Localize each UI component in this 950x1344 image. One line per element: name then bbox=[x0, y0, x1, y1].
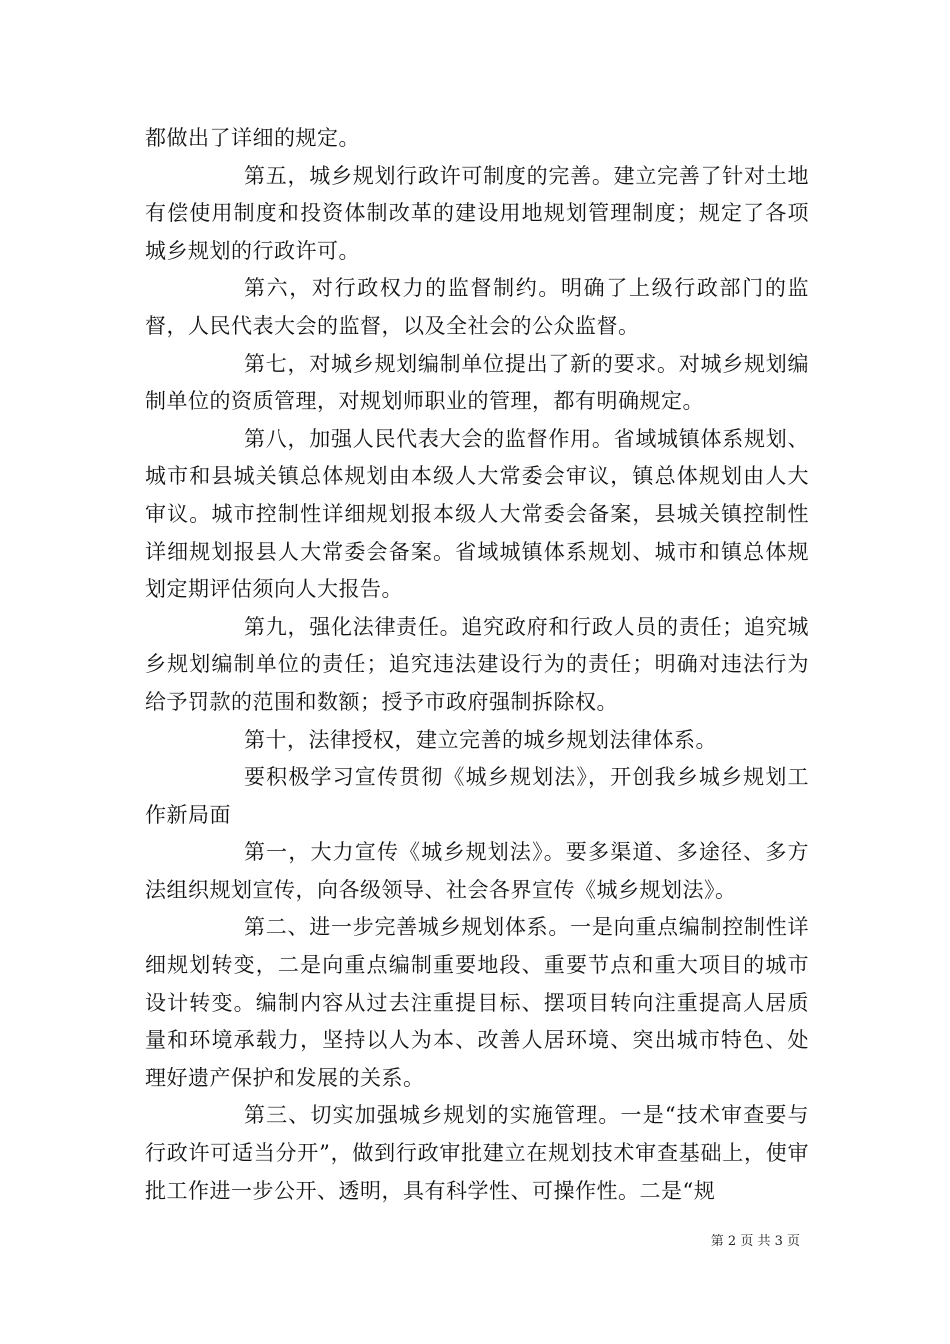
page-number-footer: 第 2 页 共 3 页 bbox=[710, 1234, 800, 1249]
paragraph-item-8: 第八，加强人民代表大会的监督作用。省域城镇体系规划、城市和县城关镇总体规划由本级人大常委会审议，镇总体规划由人大审议。城市控制性详细规划报本级人大常委会备案，县城关镇控制性详细规划报县人大常委会备案。省域城镇体系规划、城市和镇总体规划定期评估须向人大报告。 bbox=[145, 426, 809, 602]
paragraph-action-3: 第三、切实加强城乡规划的实施管理。一是“技术审查要与行政许可适当分开”，做到行政审批建立在规划技术审查基础上，使审批工作进一步公开、透明，具有科学性、可操作性。二是“规 bbox=[145, 1103, 809, 1203]
paragraph-section-heading: 要积极学习宣传贯彻《城乡规划法》，开创我乡城乡规划工作新局面 bbox=[145, 765, 809, 827]
document-body bbox=[145, 120, 809, 1210]
paragraph-action-1: 第一，大力宣传《城乡规划法》。要多渠道、多途径、多方法组织规划宣传，向各级领导、社会各界宣传《城乡规划法》。 bbox=[145, 840, 809, 902]
paragraph-item-5: 第五，城乡规划行政许可制度的完善。建立完善了针对土地有偿使用制度和投资体制改革的建设用地规划管理制度；规定了各项城乡规划的行政许可。 bbox=[145, 163, 809, 263]
paragraph-item-7: 第七，对城乡规划编制单位提出了新的要求。对城乡规划编制单位的资质管理，对规划师职业的管理，都有明确规定。 bbox=[145, 351, 809, 414]
paragraph-item-6: 第六，对行政权力的监督制约。明确了上级行政部门的监督，人民代表大会的监督，以及全社会的公众监督。 bbox=[145, 276, 809, 338]
paragraph-item-9: 第九，强化法律责任。追究政府和行政人员的责任；追究城乡规划编制单位的责任；追究违法建设行为的责任；明确对违法行为给予罚款的范围和数额；授予市政府强制拆除权。 bbox=[145, 614, 809, 714]
paragraph-continuation: 都做出了详细的规定。 bbox=[145, 126, 360, 150]
paragraph-item-10: 第十，法律授权，建立完善的城乡规划法律体系。 bbox=[244, 727, 717, 752]
paragraph-action-2: 第二、进一步完善城乡规划体系。一是向重点编制控制性详细规划转变，二是向重点编制重要地段、重要节点和重大项目的城市设计转变。编制内容从过去注重提目标、摆项目转向注重提高人居质量和环境承载力，坚持以人为本、改善人居环境、突出城市特色、处理好遗产保护和发展的关系。 bbox=[145, 915, 809, 1090]
